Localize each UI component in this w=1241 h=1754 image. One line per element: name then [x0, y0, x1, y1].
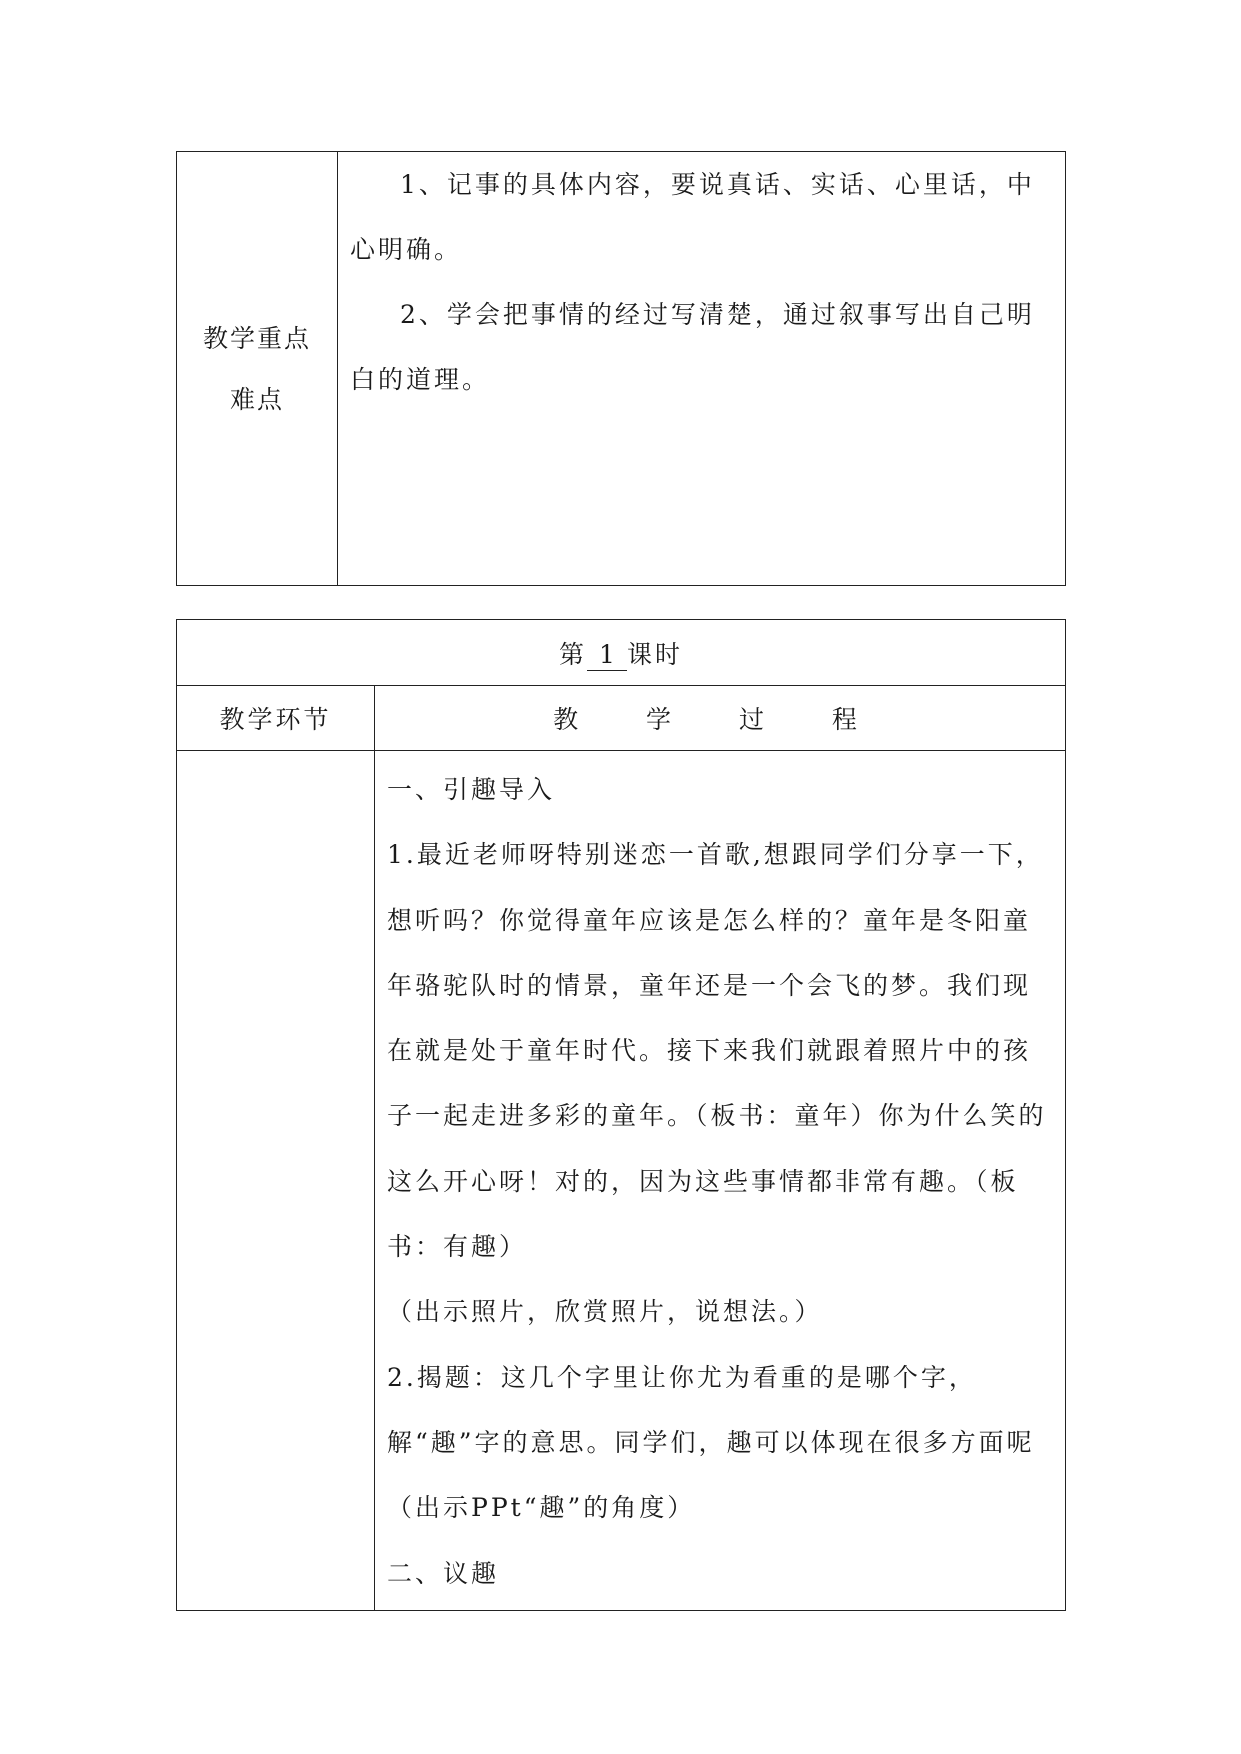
- stage-cell: [177, 751, 375, 1611]
- col-header-process: [375, 686, 1066, 751]
- process-paragraph: 2.揭题：这几个字里让你尤为看重的是哪个字，解“趣”字的意思。同学们，趣可以体现在很多方面呢（出示PPt“趣”的角度）: [387, 1362, 1035, 1523]
- process-heading: 二、议趣: [387, 1558, 500, 1588]
- key-points-content: [338, 152, 1066, 586]
- lesson-number: 1: [587, 640, 627, 671]
- process-heading: 一、引趣导入: [387, 775, 556, 804]
- key-points-label-cell: [177, 152, 338, 586]
- lesson-suffix: 课时: [627, 639, 684, 669]
- process-paragraph: （出示照片，欣赏照片，说想法。）: [387, 1297, 823, 1327]
- key-points-table: [176, 151, 1066, 586]
- col-header-stage: 教学环节: [177, 686, 375, 751]
- lesson-process-table: [176, 619, 1066, 1611]
- key-point-item: 1、记事的具体内容，要说真话、实话、心里话，中心明确。: [350, 170, 1035, 264]
- key-points-label: 教学重点难点: [202, 323, 311, 414]
- lesson-title-cell: [177, 620, 1066, 686]
- lesson-prefix: 第: [558, 639, 587, 669]
- process-content: [375, 751, 1066, 1611]
- col-header-process-text: 教 学 过 程: [553, 705, 887, 734]
- key-point-item: 2、学会把事情的经过写清楚，通过叙事写出自己明白的道理。: [350, 300, 1035, 394]
- process-paragraph: 1.最近老师呀特别迷恋一首歌,想跟同学们分享一下，想听吗？你觉得童年应该是怎么样的？童年是冬阳童年骆驼队时的情景，童年还是一个会飞的梦。我们现在就是处于童年时代。接下来我们就跟着照片中的孩子一起走进多彩的童年。（板书：童年）你为什么笑的这么开心呀！对的，因为这些事情都非常有趣。（板书：有趣）: [387, 840, 1047, 1262]
